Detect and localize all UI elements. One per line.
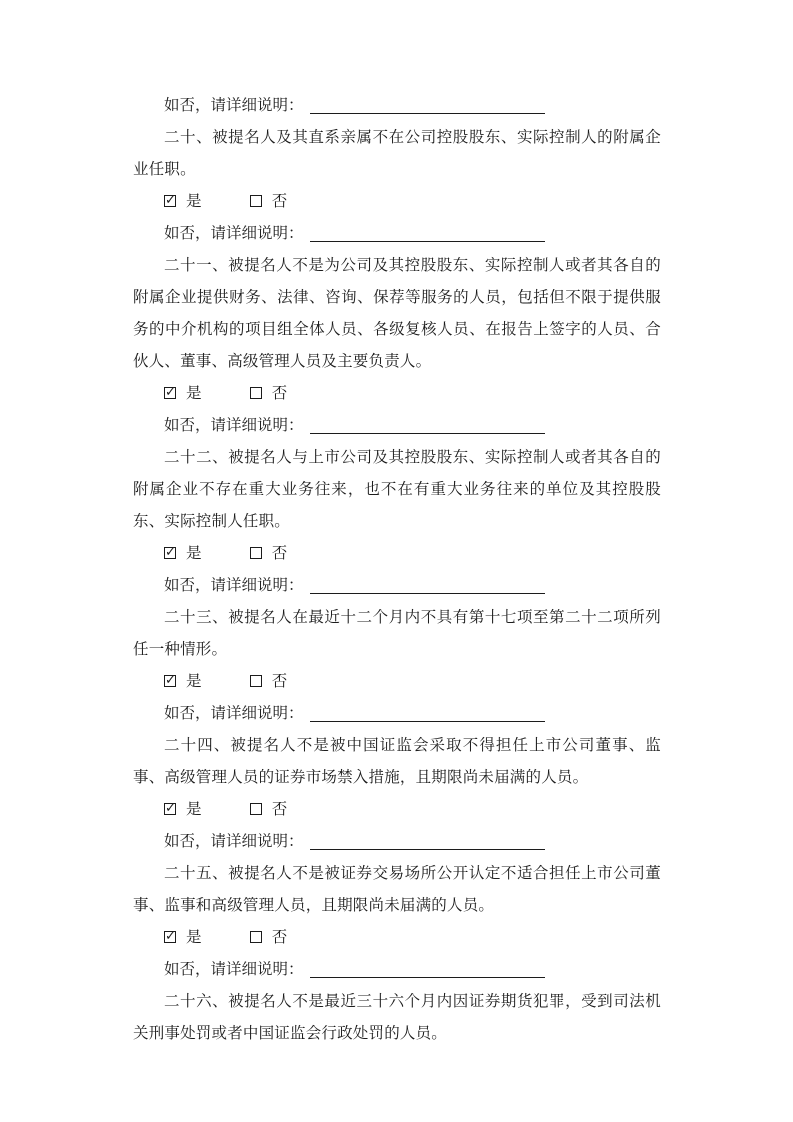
item-paragraph: 二十一、被提名人不是为公司及其控股股东、实际控制人或者其各自的附属企业提供财务、法律、咨询、保荐等服务的人员，包括但不限于提供服务的中介机构的项目组全体人员、各级复核人员、在报告上签字的人员、合伙人、董事、高级管理人员及主要负责人。 — [133, 257, 661, 370]
item-paragraph: 二十六、被提名人不是最近三十六个月内因证券期货犯罪，受到司法机关刑事处罚或者中国证监会行政处罚的人员。 — [133, 993, 661, 1042]
declaration-item — [133, 602, 661, 730]
declaration-item — [133, 730, 661, 858]
no-checkbox[interactable] — [250, 387, 262, 399]
explanation-blank-field[interactable] — [310, 98, 545, 115]
yes-checkbox[interactable] — [164, 544, 176, 560]
followup-label: 如否，请详细说明： — [164, 97, 304, 114]
answer-row — [133, 186, 661, 218]
item-paragraph: 二十二、被提名人与上市公司及其控股股东、实际控制人或者其各自的附属企业不存在重大业务往来，也不在有重大业务往来的单位及其控股股东、实际控制人任职。 — [133, 449, 661, 530]
followup-row — [133, 410, 661, 442]
check-icon: ✓ — [165, 928, 176, 944]
yes-checkbox[interactable] — [164, 384, 176, 400]
no-checkbox[interactable] — [250, 195, 262, 207]
explanation-blank-field[interactable] — [310, 962, 545, 979]
no-label: 否 — [271, 545, 288, 562]
yes-label: 是 — [186, 801, 202, 818]
followup-row — [133, 698, 661, 730]
declaration-item — [133, 858, 661, 986]
no-checkbox[interactable] — [250, 931, 262, 943]
explanation-blank-field[interactable] — [310, 834, 545, 851]
yes-label: 是 — [186, 673, 202, 690]
no-label: 否 — [271, 193, 288, 210]
answer-row — [133, 922, 661, 954]
explanation-blank-field[interactable] — [310, 578, 545, 595]
yes-checkbox[interactable] — [164, 800, 176, 816]
check-icon: ✓ — [165, 192, 176, 208]
check-icon: ✓ — [165, 672, 176, 688]
followup-label: 如否，请详细说明： — [164, 833, 304, 850]
no-checkbox[interactable] — [250, 803, 262, 815]
followup-row — [133, 954, 661, 986]
followup-row — [133, 570, 661, 602]
no-label: 否 — [271, 673, 288, 690]
yes-label: 是 — [186, 545, 202, 562]
declaration-item — [133, 122, 661, 250]
followup-row — [133, 218, 661, 250]
items-container — [133, 122, 661, 1050]
answer-row — [133, 666, 661, 698]
no-label: 否 — [271, 929, 288, 946]
yes-label: 是 — [186, 385, 202, 402]
declaration-item — [133, 442, 661, 602]
answer-row — [133, 538, 661, 570]
followup-label: 如否，请详细说明： — [164, 577, 304, 594]
item-paragraph: 二十三、被提名人在最近十二个月内不具有第十七项至第二十二项所列任一种情形。 — [133, 609, 661, 658]
declaration-item — [133, 250, 661, 442]
check-icon: ✓ — [165, 800, 176, 816]
no-checkbox[interactable] — [250, 547, 262, 559]
no-label: 否 — [271, 385, 288, 402]
followup-row — [133, 826, 661, 858]
check-icon: ✓ — [165, 544, 176, 560]
explanation-blank-field[interactable] — [310, 226, 545, 243]
followup-label: 如否，请详细说明： — [164, 705, 304, 722]
explanation-blank-field[interactable] — [310, 418, 545, 435]
yes-label: 是 — [186, 929, 202, 946]
no-label: 否 — [271, 801, 288, 818]
item-paragraph: 二十四、被提名人不是被中国证监会采取不得担任上市公司董事、监事、高级管理人员的证券市场禁入措施，且期限尚未届满的人员。 — [133, 737, 661, 786]
yes-checkbox[interactable] — [164, 928, 176, 944]
check-icon: ✓ — [165, 384, 176, 400]
yes-label: 是 — [186, 193, 202, 210]
answer-row — [133, 794, 661, 826]
answer-row — [133, 378, 661, 410]
followup-label: 如否，请详细说明： — [164, 961, 304, 978]
yes-checkbox[interactable] — [164, 192, 176, 208]
no-checkbox[interactable] — [250, 675, 262, 687]
yes-checkbox[interactable] — [164, 672, 176, 688]
item-paragraph: 二十、被提名人及其直系亲属不在公司控股股东、实际控制人的附属企业任职。 — [133, 129, 661, 178]
followup-label: 如否，请详细说明： — [164, 417, 304, 434]
leading-followup-row — [133, 90, 661, 122]
item-paragraph: 二十五、被提名人不是被证券交易场所公开认定不适合担任上市公司董事、监事和高级管理人员，且期限尚未届满的人员。 — [133, 865, 661, 914]
explanation-blank-field[interactable] — [310, 706, 545, 723]
declaration-item — [133, 986, 661, 1050]
followup-label: 如否，请详细说明： — [164, 225, 304, 242]
